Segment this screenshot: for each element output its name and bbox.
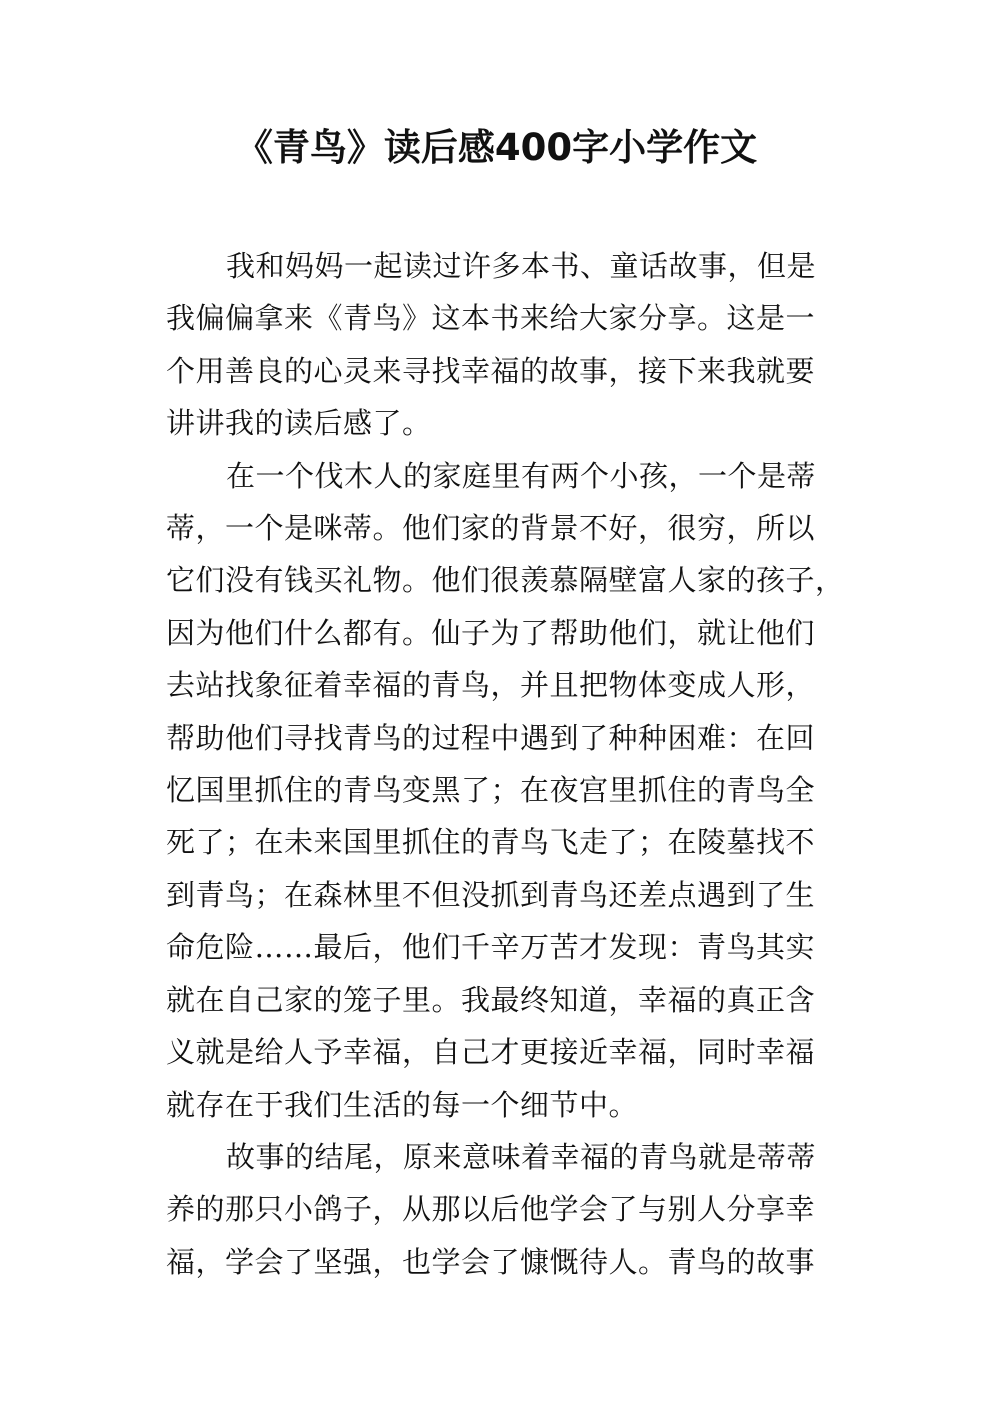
text-line: 帮助他们寻找青鸟的过程中遇到了种种困难：在回 bbox=[166, 720, 816, 755]
text-line: 养的那只小鸽子，从那以后他学会了与别人分享幸 bbox=[166, 1192, 816, 1227]
paragraph-2 bbox=[166, 450, 845, 1131]
text-line: 它们没有钱买礼物。他们很羡慕隔壁富人家的孩子， bbox=[166, 563, 845, 598]
paragraph-1 bbox=[166, 240, 841, 450]
document-title: 《青鸟》读后感400字小学作文 bbox=[235, 126, 758, 169]
text-line: 我和妈妈一起读过许多本书、童话故事，但是 bbox=[226, 249, 817, 283]
paragraph-3 bbox=[166, 1131, 841, 1288]
text-line: 蒂，一个是咪蒂。他们家的背景不好，很穷，所以 bbox=[166, 511, 816, 546]
text-line: 到青鸟；在森林里不但没抓到青鸟还差点遇到了生 bbox=[166, 877, 816, 912]
text-line: 我偏偏拿来《青鸟》这本书来给大家分享。这是一 bbox=[166, 301, 816, 336]
text-line: 在一个伐木人的家庭里有两个小孩，一个是蒂 bbox=[226, 458, 817, 493]
text-line: 个用善良的心灵来寻找幸福的故事，接下来我就要 bbox=[166, 353, 816, 388]
text-line: 就存在于我们生活的每一个细节中。 bbox=[166, 1087, 639, 1122]
text-line: 福，学会了坚强，也学会了慷慨待人。青鸟的故事 bbox=[166, 1244, 816, 1279]
text-line: 死了；在未来国里抓住的青鸟飞走了；在陵墓找不 bbox=[166, 825, 816, 860]
text-line: 义就是给人予幸福，自己才更接近幸福，同时幸福 bbox=[166, 1035, 816, 1070]
text-line: 讲讲我的读后感了。 bbox=[166, 406, 432, 441]
text-line: 忆国里抓住的青鸟变黑了；在夜宫里抓住的青鸟全 bbox=[166, 773, 816, 808]
text-line: 因为他们什么都有。仙子为了帮助他们，就让他们 bbox=[166, 615, 816, 650]
document-body bbox=[166, 240, 845, 1288]
text-line: 就在自己家的笼子里。我最终知道，幸福的真正含 bbox=[166, 982, 816, 1017]
text-line: 命危险……最后，他们千辛万苦才发现：青鸟其实 bbox=[166, 930, 816, 965]
text-line: 故事的结尾，原来意味着幸福的青鸟就是蒂蒂 bbox=[226, 1139, 817, 1174]
text-line: 去站找象征着幸福的青鸟，并且把物体变成人形， bbox=[166, 668, 816, 703]
